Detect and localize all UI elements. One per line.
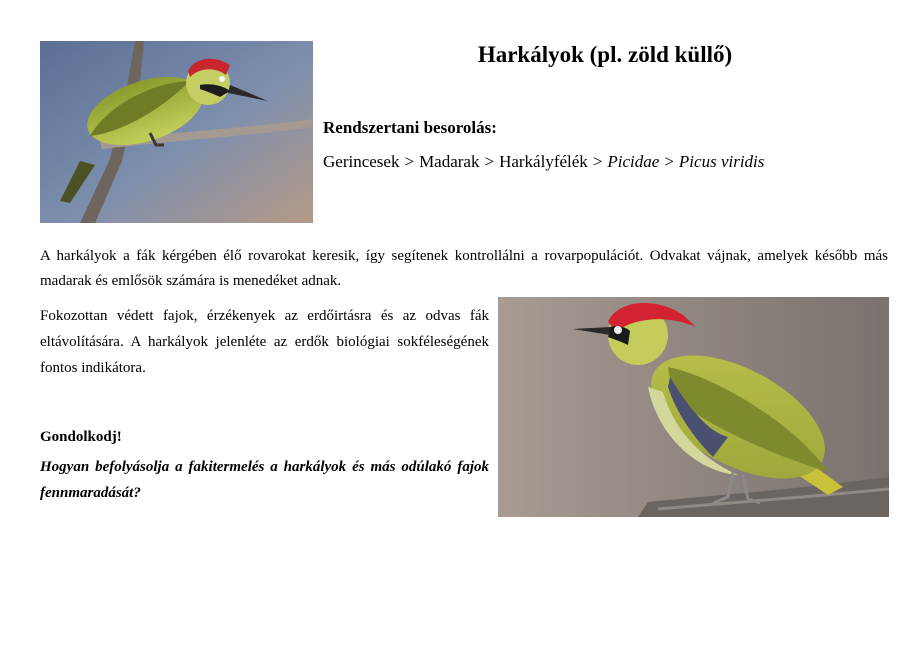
page-title: Harkályok (pl. zöld küllő) [477,42,733,67]
think-question: Hogyan befolyásolja a fakitermelés a harkályok és más odúlakó fajok fennmaradását? [40,459,489,501]
taxonomy-separator: > [404,152,415,171]
taxonomy-phylum: Gerincesek [323,152,400,171]
taxonomy-separator: > [484,152,495,171]
taxonomy-class: Madarak [419,152,480,171]
taxonomy-species-latin: Picus viridis [678,152,765,171]
intro-paragraph: A harkályok a fák kérgében élő rovarokat keresik, így segítenek kontrollálni a rovarpopulációt. Odvakat vájnak, amelyek később más madarak és emlősök számára is menedéket adnak. [40,248,888,289]
taxonomy-separator: > [592,152,603,171]
taxonomy-path [323,151,764,173]
taxonomy-separator: > [664,152,674,171]
taxonomy-heading: Rendszertani besorolás: [323,118,497,137]
taxonomy-family-latin: Picidae [607,152,660,171]
protection-paragraph: Fokozottan védett fajok, érzékenyek az erdőirtásra és az odvas fák eltávolítására. A harkályok jelenléte az erdők biológiai sokféleségének fontos indikátora. [40,308,489,376]
think-heading: Gondolkodj! [40,429,122,445]
taxonomy-family: Harkályfélék [499,152,588,171]
woodpecker-log-photo [498,297,889,517]
woodpecker-branch-photo [40,41,313,223]
